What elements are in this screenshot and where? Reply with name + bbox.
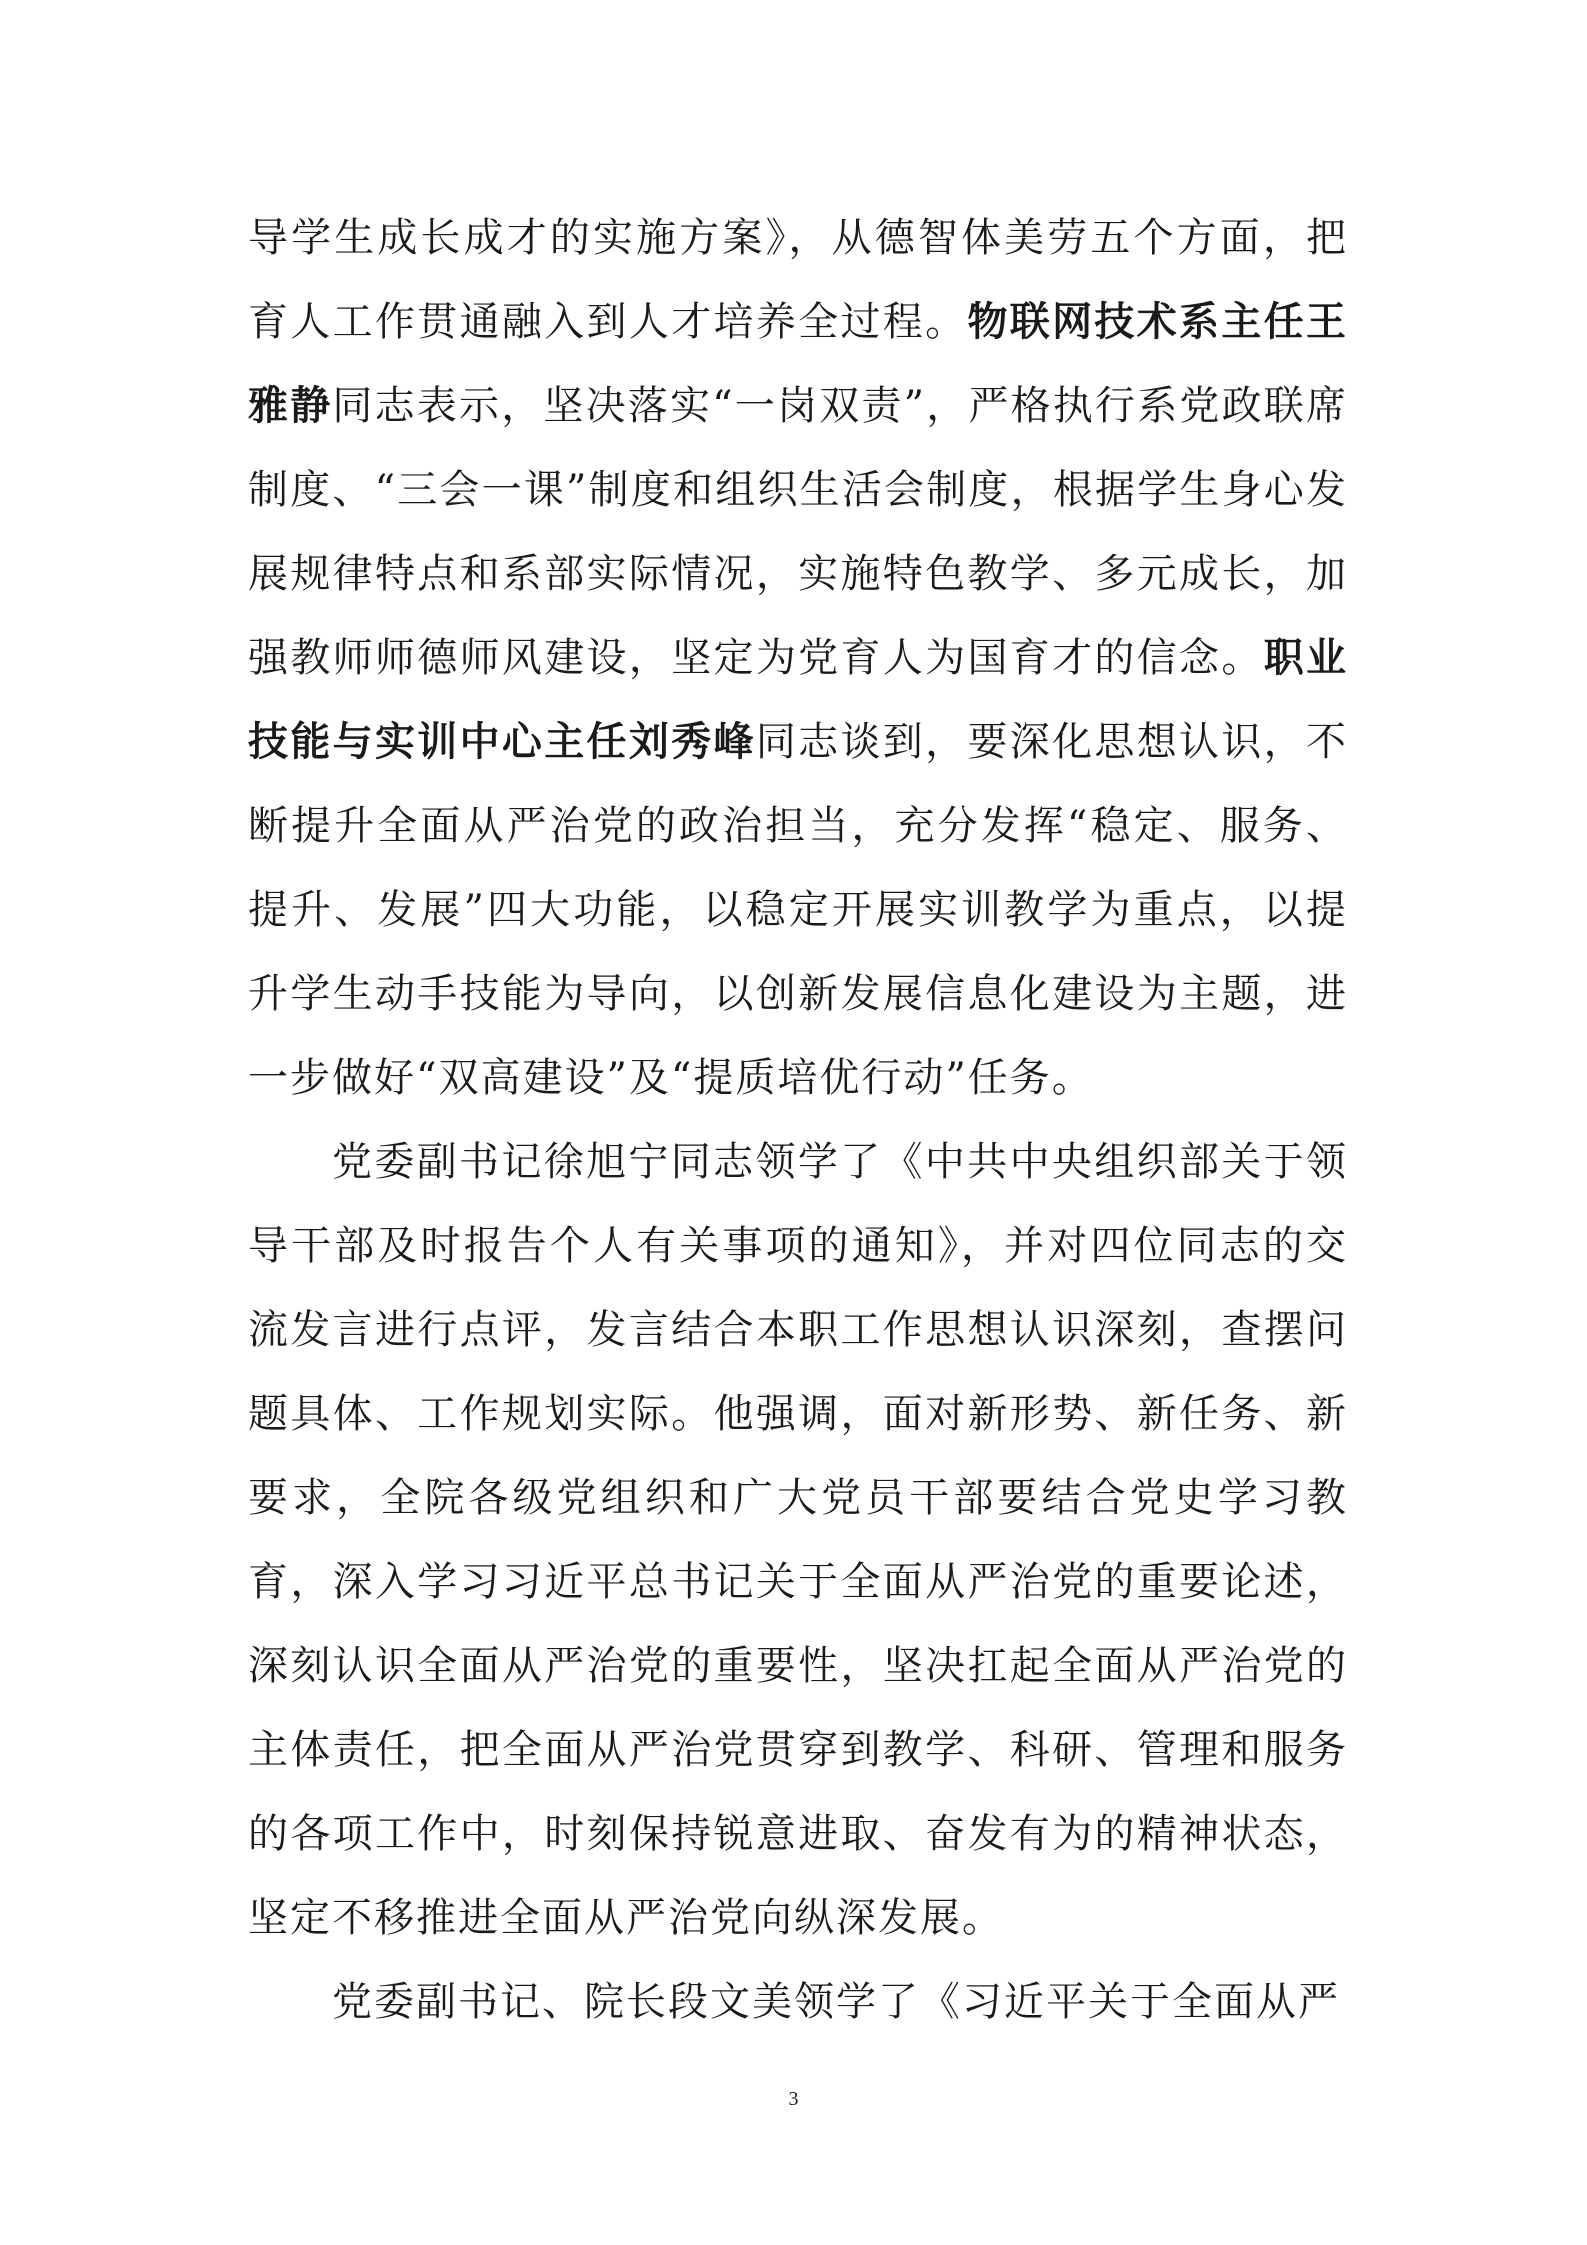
paragraph-1-text-3: 同志谈到，要深化思想认识，不断提升全面从严治党的政治担当，充分发挥“稳定、服务、提升、发展”四大功能，以稳定开展实训教学为重点，以提升学生动手技能为导向，以创新发展信息化建设为主题，进一步做好“双高建设”及“提质培优行动”任务。 bbox=[248, 719, 1349, 1101]
paragraph-1 bbox=[248, 196, 1348, 1120]
body-text bbox=[248, 196, 1348, 2044]
paragraph-2 bbox=[248, 1120, 1348, 1960]
paragraph-3 bbox=[248, 1960, 1348, 2044]
paragraph-1-text-1: 导学生成长成才的实施方案》，从德智体美劳五个方面，把育人工作贯通融入到人才培养全过程。 bbox=[248, 215, 1348, 345]
paragraph-1-bold-name-1: 物联网技术系主任王雅静 bbox=[248, 299, 1349, 429]
paragraph-1-bold-name-2: 职业技能与实训中心主任刘秀峰 bbox=[248, 635, 1349, 765]
paragraph-1-text-2: 同志表示，坚决落实“一岗双责”，严格执行系党政联席制度、“三会一课”制度和组织生活会制度，根据学生身心发展规律特点和系部实际情况，实施特色教学、多元成长，加强教师师德师风建设，坚定为党育人为国育才的信念。 bbox=[248, 383, 1349, 681]
paragraph-2-text: 党委副书记徐旭宁同志领学了《中共中央组织部关于领导干部及时报告个人有关事项的通知》，并对四位同志的交流发言进行点评，发言结合本职工作思想认识深刻，查摆问题具体、工作规划实际。他强调，面对新形势、新任务、新要求，全院各级党组织和广大党员干部要结合党史学习教育，深入学习习近平总书记关于全面从严治党的重要论述，深刻认识全面从严治党的重要性，坚决扛起全面从严治党的主体责任，把全面从严治党贯穿到教学、科研、管理和服务的各项工作中，时刻保持锐意进取、奋发有为的精神状态，坚定不移推进全面从严治党向纵深发展。 bbox=[248, 1139, 1348, 1941]
page-number: 3 bbox=[788, 2088, 799, 2110]
paragraph-3-text: 党委副书记、院长段文美领学了《习近平关于全面从严 bbox=[332, 1979, 1340, 2025]
